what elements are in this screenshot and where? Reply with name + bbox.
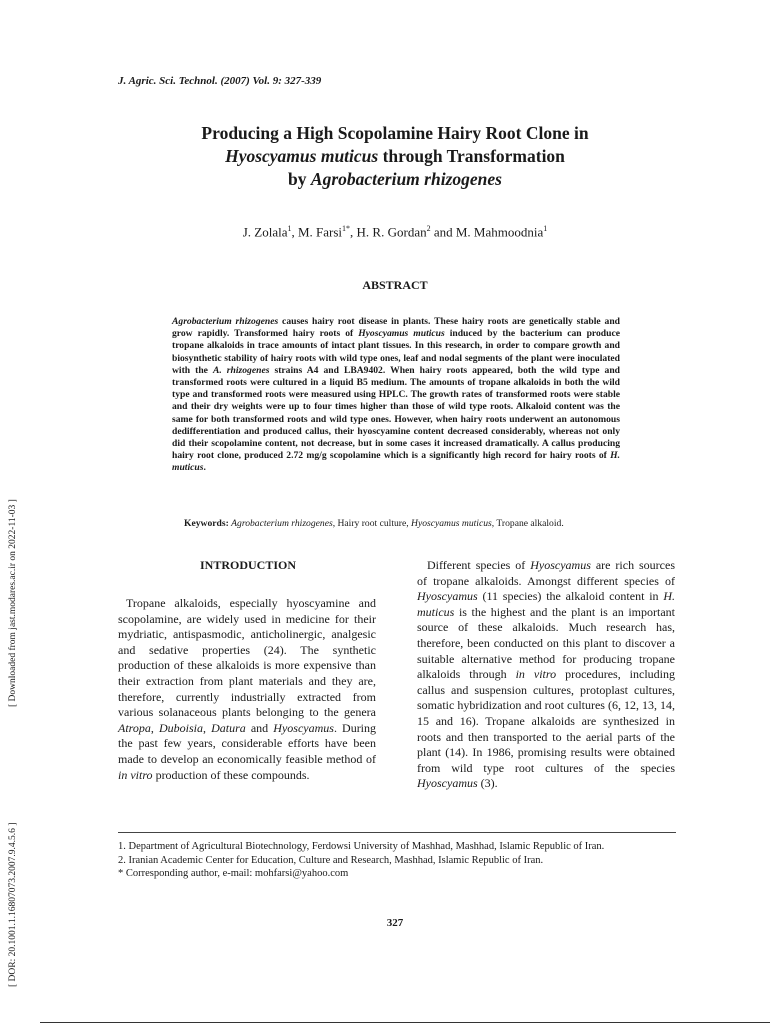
- intro-italic: in vitro: [118, 767, 153, 782]
- intro-italic: H. muticus: [417, 589, 675, 619]
- author-1: J. Zolala: [242, 224, 288, 240]
- keyword-italic: Hyoscyamus muticus: [411, 518, 492, 529]
- bottom-divider: [40, 1022, 770, 1023]
- intro-span: ,: [203, 720, 212, 735]
- author-sep: ,: [291, 224, 298, 240]
- intro-italic: Duboisia: [158, 720, 203, 735]
- footnote-affiliation-1: 1. Department of Agricultural Biotechnology, Ferdowsi University of Mashhad, Mashhad, Islamic Republic of Iran.: [118, 841, 605, 852]
- intro-span: production of these compounds.: [152, 767, 310, 782]
- intro-span: are rich sources of tropane alkaloids. Amongst different species of: [417, 558, 676, 588]
- doi-watermark: [ DOR: 20.1001.1.16807073.2007.9.4.5.6 ]: [8, 822, 18, 987]
- footnote-affiliation-2: 2. Iranian Academic Center for Education, Culture and Research, Mashhad, Islamic Republic of Iran.: [118, 854, 544, 866]
- paper-title: [120, 122, 670, 191]
- footnote-divider: [118, 832, 676, 833]
- intro-span: ,: [150, 720, 159, 735]
- title-line-3: [120, 168, 670, 191]
- keyword-span: , Hairy root culture,: [332, 518, 412, 529]
- author-4: M. Mahmoodnia: [455, 224, 544, 240]
- intro-italic: Datura: [211, 720, 246, 735]
- keyword-span: , Tropane alkaloid.: [491, 518, 564, 529]
- intro-italic: Hyoscyamus: [417, 776, 478, 791]
- intro-left-column: [118, 596, 376, 783]
- intro-span: (3).: [477, 776, 498, 791]
- title-line-2-rest: through Transformation: [378, 146, 565, 166]
- abstract-span: induced by the bacterium can produce tropane alkaloids in trace amounts of intact plant tissues. In this research, in order to compare growth and biosynthetic stability of hairy roots with wild type ones, leaf and nodal segments of the plant were inoculated with the: [172, 328, 620, 376]
- author-2-affil: 1*: [342, 224, 351, 233]
- abstract-span: strains A4 and LBA9402. When hairy roots appeared, both the wild type and transformed roots were cultured in a liquid B5 medium. The amounts of tropane alkaloids in both the wild type and transformed roots were measured using HPLC. The growth rates of transformed roots were stable and their dry weights were up to four times higher than those of wild type roots. Alkaloid content was the same for both transformed roots and wild type ones. However, when hairy roots underwent an autonomous dedifferentiation and produced callus, their hyoscyamine content decreased considerably, whereas not only did their scopolamine content, not decrease, but in some cases it increased dramatically. A callus producing hairy root clone, produced 2.72 mg/g scopolamine which is a significantly high record for hairy roots of: [172, 364, 620, 462]
- keywords-label: Keywords:: [184, 518, 229, 529]
- intro-italic: Hyoscyamus: [530, 558, 591, 572]
- intro-italic: in vitro: [515, 667, 557, 682]
- intro-span: procedures, including callus and suspension cultures, protoplast cultures, somatic hybridization and root cultures (6, 12, 13, 14, 15 and 16). Tropane alkaloids are synthesized in roots and then transported to the aerial parts of the plant (14). In 1986, promising results were obtained from wild type root cultures of the species: [417, 667, 676, 775]
- page-number: 327: [386, 917, 404, 929]
- section-heading-introduction: INTRODUCTION: [199, 558, 296, 572]
- title-line-2: [120, 145, 670, 168]
- title-species: Hyoscyamus muticus: [225, 146, 379, 166]
- intro-span: Different species of: [427, 558, 531, 572]
- abstract-italic: Hyoscyamus muticus: [358, 328, 445, 340]
- intro-span: . During the past few years, considerable efforts have been made to develop an economically feasible method of: [118, 720, 377, 766]
- author-sep: and: [430, 224, 456, 240]
- journal-reference: J. Agric. Sci. Technol. (2007) Vol. 9: 327-339: [118, 75, 322, 87]
- abstract-italic: H. muticus: [172, 450, 620, 474]
- author-2: M. Farsi: [297, 224, 343, 240]
- author-sep: ,: [350, 224, 357, 240]
- abstract-heading: ABSTRACT: [362, 278, 428, 292]
- author-3-affil: 2: [426, 224, 431, 233]
- intro-italic: Hyoscyamus: [273, 720, 334, 735]
- footnotes: [118, 840, 678, 881]
- author-3: H. R. Gordan: [356, 224, 427, 240]
- intro-span: (11 species) the alkaloid content in: [477, 589, 664, 604]
- intro-span: Tropane alkaloids, especially hyoscyamine and scopolamine, are widely used in medicine for their mydriatic, antispasmodic, anticholinergic, analgesic and sedative properties (24). The synthetic production of these alkaloids is more expensive than their extraction from plant materials and they are, therefore, currently industrially extracted from various solanaceous plants belonging to the genera: [118, 596, 376, 720]
- intro-span: and: [245, 720, 274, 735]
- abstract-italic: A. rhizogenes: [212, 364, 270, 376]
- abstract-span: causes hairy root disease in plants. These hairy roots are genetically stable and grow rapidly. Transformed hairy roots of: [172, 316, 620, 340]
- intro-italic: Atropa: [118, 720, 151, 735]
- abstract-italic: Agrobacterium rhizogenes: [172, 316, 279, 327]
- intro-span: is the highest and the plant is an important source of these alkaloids. Much research has, therefore, been conducted on this plant to discover a suitable alternative method for producing tropane alkaloids through: [417, 604, 675, 682]
- author-1-affil: 1: [287, 224, 292, 233]
- keywords: [172, 518, 620, 531]
- intro-italic: Hyoscyamus: [417, 589, 478, 604]
- footnote-corresponding-author: * Corresponding author, e-mail: mohfarsi@yahoo.com: [118, 868, 349, 880]
- intro-right-column: [417, 558, 675, 792]
- title-line-1: Producing a High Scopolamine Hairy Root Clone in: [201, 123, 589, 143]
- title-line-3-prefix: by: [288, 169, 311, 189]
- author-list: [120, 224, 670, 240]
- download-watermark: [ Downloaded from jast.modares.ac.ir on 2022-11-03 ]: [8, 499, 18, 707]
- keyword-italic: Agrobacterium rhizogenes: [231, 518, 333, 529]
- abstract-span: .: [203, 462, 206, 474]
- title-bacterium: Agrobacterium rhizogenes: [310, 169, 502, 189]
- author-4-affil: 1: [543, 224, 548, 233]
- abstract-text: [172, 316, 620, 475]
